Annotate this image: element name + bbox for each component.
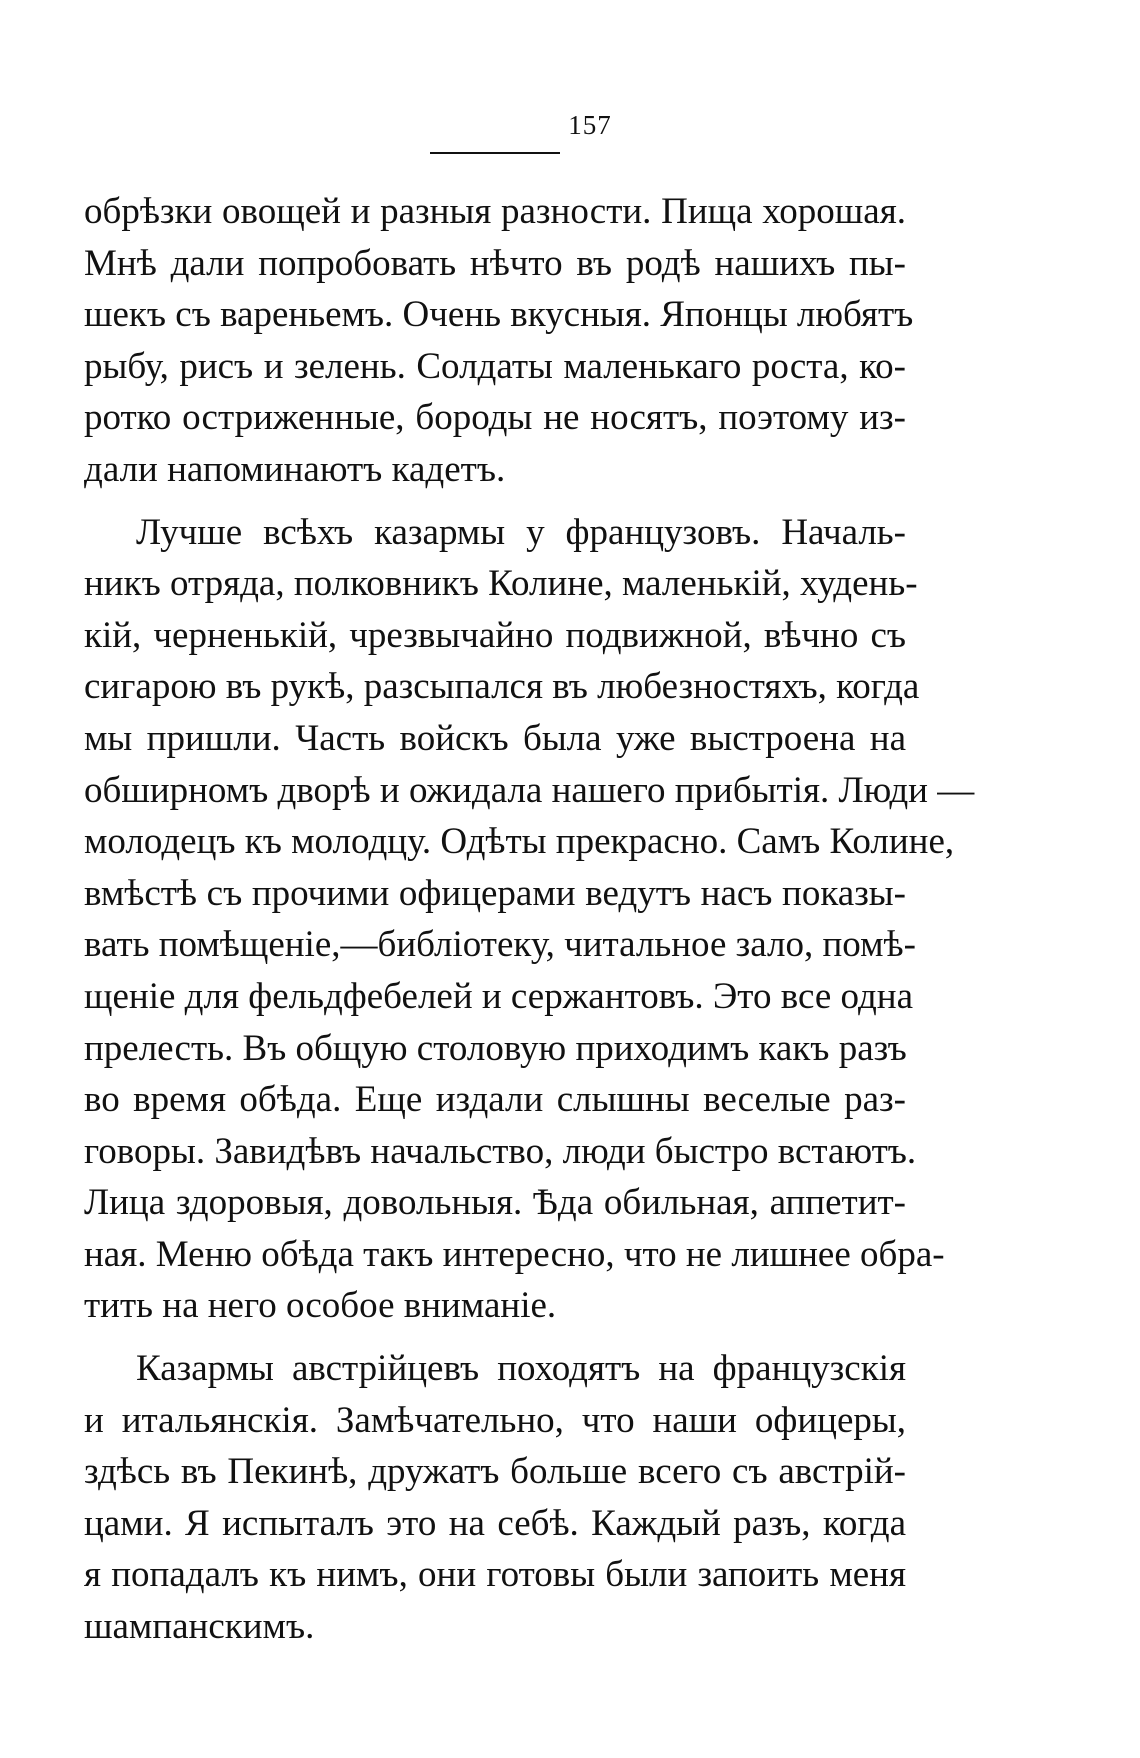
text-line: шекъ съ вареньемъ. Очень вкусныя. Японцы любятъ <box>84 294 914 336</box>
text-line: шампанскимъ. <box>84 1606 315 1648</box>
paragraph-1 <box>84 186 914 496</box>
text-line: щеніе для фельдфебелей и сержантовъ. Это все одна <box>84 975 914 1017</box>
text-line: Лица здоровыя, довольныя. Ѣда обильная, аппетит- <box>84 1182 906 1224</box>
text-line: цами. Я испыталъ это на себѣ. Каждый разъ, когда <box>84 1502 906 1544</box>
text-line: дали напоминаютъ кадетъ. <box>84 448 506 490</box>
text-line: во время обѣда. Еще издали слышны веселые раз- <box>84 1079 906 1121</box>
text-line: ротко остриженные, бороды не носятъ, поэтому из- <box>84 397 906 439</box>
text-line: Мнѣ дали попробовать нѣчто въ родѣ нашихъ пы- <box>84 242 906 284</box>
text-line: рыбу, рисъ и зелень. Солдаты маленькаго роста, ко- <box>84 345 906 387</box>
paragraph-2 <box>84 507 975 1333</box>
text-line: вмѣстѣ съ прочими офицерами ведутъ насъ показы- <box>84 872 906 914</box>
text-line: сигарою въ рукѣ, разсыпался въ любезностяхъ, когда <box>84 666 920 708</box>
text-line: ная. Меню обѣда такъ интересно, что не лишнее обра- <box>84 1233 945 1275</box>
paragraph-3 <box>84 1343 906 1653</box>
text-line: прелесть. Въ общую столовую приходимъ какъ разъ <box>84 1027 907 1069</box>
text-line: я попадалъ къ нимъ, они готовы были запоить меня <box>84 1554 906 1596</box>
text-line: обширномъ дворѣ и ожидала нашего прибытія. Люди — <box>84 769 975 811</box>
page-number-rule <box>430 152 560 154</box>
text-line: мы пришли. Часть войскъ была уже выстроена на <box>84 717 906 759</box>
text-line: здѣсь въ Пекинѣ, дружатъ больше всего съ австрій- <box>84 1451 906 1493</box>
text-line: говоры. Завидѣвъ начальство, люди быстро встаютъ. <box>84 1130 917 1172</box>
text-line: Лучше всѣхъ казармы у французовъ. Началь- <box>136 511 906 553</box>
text-line: обрѣзки овощей и разныя разности. Пища хорошая. <box>84 191 906 232</box>
text-line: вать помѣщеніе,—библіотеку, читальное зало, помѣ- <box>84 924 916 966</box>
text-line: Казармы австрійцевъ походятъ на французскія <box>136 1348 906 1390</box>
body-text <box>84 186 975 1653</box>
text-line: и итальянскія. Замѣчательно, что наши офицеры, <box>84 1399 906 1441</box>
page-number: 157 <box>568 110 612 140</box>
text-line: молодецъ къ молодцу. Одѣты прекрасно. Самъ Колине, <box>84 821 955 863</box>
text-line: тить на него особое вниманіе. <box>84 1285 557 1327</box>
text-line: никъ отряда, полковникъ Колине, маленькій, худень- <box>84 563 918 605</box>
text-line: кій, черненькій, чрезвычайно подвижной, вѣчно съ <box>84 614 906 656</box>
